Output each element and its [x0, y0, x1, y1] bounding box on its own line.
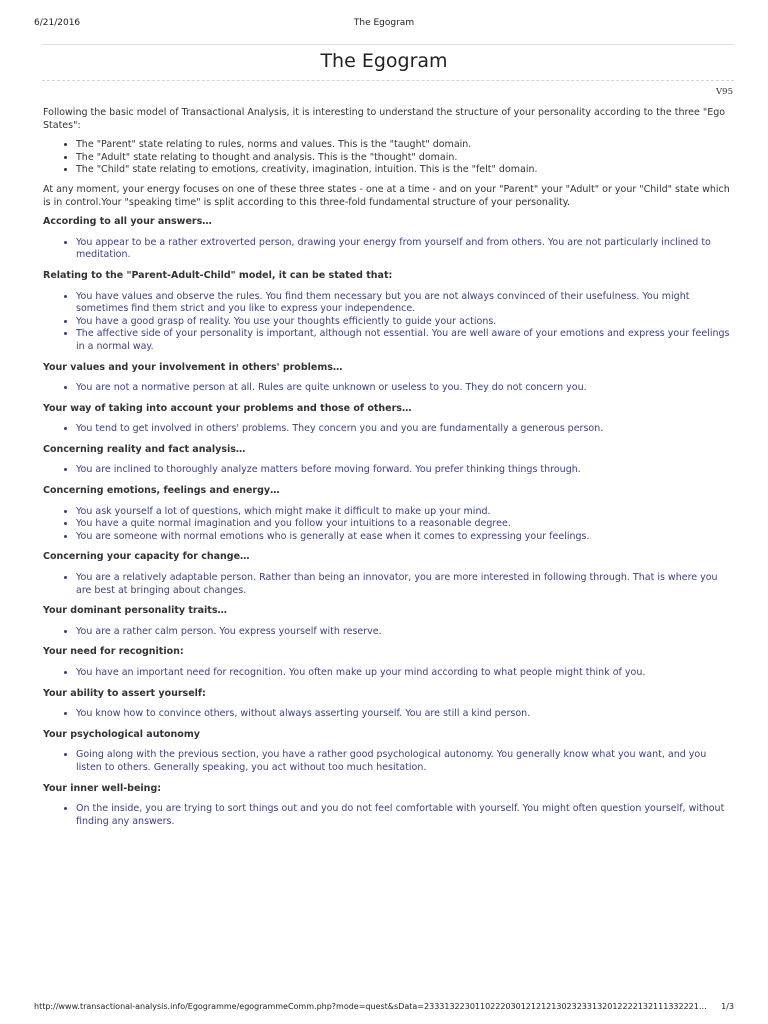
print-header: [34, 18, 734, 30]
list-item: • The "Parent" state relating to rules, norms and values. This is the "taught" domain.: [76, 139, 734, 152]
page-title: The Egogram: [320, 50, 448, 72]
answer-list: [43, 667, 734, 680]
source-url: http://www.transactional-analysis.info/Egogramme/egogrammeComm.php?mode=quest&sData=233313223011022203012121213023233132012222132111332221…: [34, 1002, 707, 1011]
section-heading: Your psychological autonomy: [43, 728, 200, 740]
list-item: • Going along with the previous section, you have a rather good psychological autonomy. You generally know what you want, and you listen to others. Generally speaking, you act without too much hesitation.: [76, 749, 734, 774]
answer-list: [43, 506, 734, 544]
answer-list: [43, 464, 734, 477]
list-item: • You have a quite normal imagination and you follow your intuitions to a reasonable degree.: [76, 518, 734, 531]
answer-list: [43, 626, 734, 639]
title-divider-top: [42, 44, 734, 45]
list-item: • On the inside, you are trying to sort things out and you do not feel comfortable with yourself. You might often question yourself, without finding any answers.: [76, 803, 734, 828]
version-label: V95: [716, 87, 733, 97]
document-body: [43, 107, 734, 836]
section-heading: Concerning your capacity for change…: [43, 551, 250, 563]
section-heading: Your inner well-being:: [43, 782, 162, 794]
answer-list: [43, 237, 734, 262]
list-item: • You are a rather calm person. You express yourself with reserve.: [76, 626, 734, 639]
section-heading: Concerning emotions, feelings and energy…: [43, 485, 280, 497]
list-item: • You have values and observe the rules. You find them necessary but you are not always convinced of their usefulness. You might sometimes find them strict and you like to express your independence.: [76, 291, 734, 316]
list-item: • You are a relatively adaptable person. Rather than being an innovator, you are more interested in following through. That is where you are best at bringing about changes.: [76, 572, 734, 597]
list-item: • You have an important need for recognition. You often make up your mind according to what people might think of you.: [76, 667, 734, 680]
section-heading: Relating to the "Parent-Adult-Child" model, it can be stated that:: [43, 269, 393, 281]
answer-list: [43, 382, 734, 395]
list-item: • The affective side of your personality is important, although not essential. You are well aware of your emotions and express your feelings in a normal way.: [76, 328, 734, 353]
answer-list: [43, 803, 734, 828]
answer-list: [43, 572, 734, 597]
section-heading: Your dominant personality traits…: [43, 605, 227, 617]
section-heading: Your need for recognition:: [43, 646, 184, 658]
list-item: • The "Child" state relating to emotions, creativity, imagination, intuition. This is the "felt" domain.: [76, 164, 734, 177]
list-item: • You have a good grasp of reality. You use your thoughts efficiently to guide your actions.: [76, 316, 734, 329]
answer-list: [43, 423, 734, 436]
section-heading: Your values and your involvement in others' problems…: [43, 361, 343, 373]
print-title: The Egogram: [353, 18, 415, 28]
page-number: 1/3: [721, 1002, 734, 1011]
list-item: • You are inclined to thoroughly analyze matters before moving forward. You prefer thinking things through.: [76, 464, 734, 477]
section-heading: Your ability to assert yourself:: [43, 687, 206, 699]
list-item: • You know how to convince others, without always asserting yourself. You are still a kind person.: [76, 708, 734, 721]
print-date: 6/21/2016: [34, 18, 81, 28]
answer-list: [43, 749, 734, 774]
list-item: • You appear to be a rather extroverted person, drawing your energy from yourself and from others. You are not particularly inclined to meditation.: [76, 237, 734, 262]
list-item: • You are not a normative person at all. Rules are quite unknown or useless to you. They do not concern you.: [76, 382, 734, 395]
section-heading: Concerning reality and fact analysis…: [43, 443, 246, 455]
section-heading: According to all your answers…: [43, 216, 212, 228]
list-item: • You tend to get involved in others' problems. They concern you and you are fundamentally a generous person.: [76, 423, 734, 436]
answer-list: [43, 708, 734, 721]
answer-list: [43, 291, 734, 354]
ego-states-list: [43, 139, 734, 177]
list-item: • The "Adult" state relating to thought and analysis. This is the "thought" domain.: [76, 152, 734, 165]
intro-paragraph: Following the basic model of Transactional Analysis, it is interesting to understand the structure of your personality according to the three "Ego States":: [43, 107, 726, 131]
list-item: • You are someone with normal emotions who is generally at ease when it comes to expressing your feelings.: [76, 531, 734, 544]
intro-paragraph-2: At any moment, your energy focuses on one of these three states - one at a time - and on your "Parent" your "Adult" or your "Child" state which is in control.Your "speaking time" is split according to this three-fold fundamental structure of your personality.: [43, 183, 730, 208]
list-item: • You ask yourself a lot of questions, which might make it difficult to make up your mind.: [76, 506, 734, 519]
title-divider-bottom: [42, 80, 734, 81]
print-footer: [34, 1002, 734, 1014]
section-heading: Your way of taking into account your problems and those of others…: [43, 402, 412, 414]
